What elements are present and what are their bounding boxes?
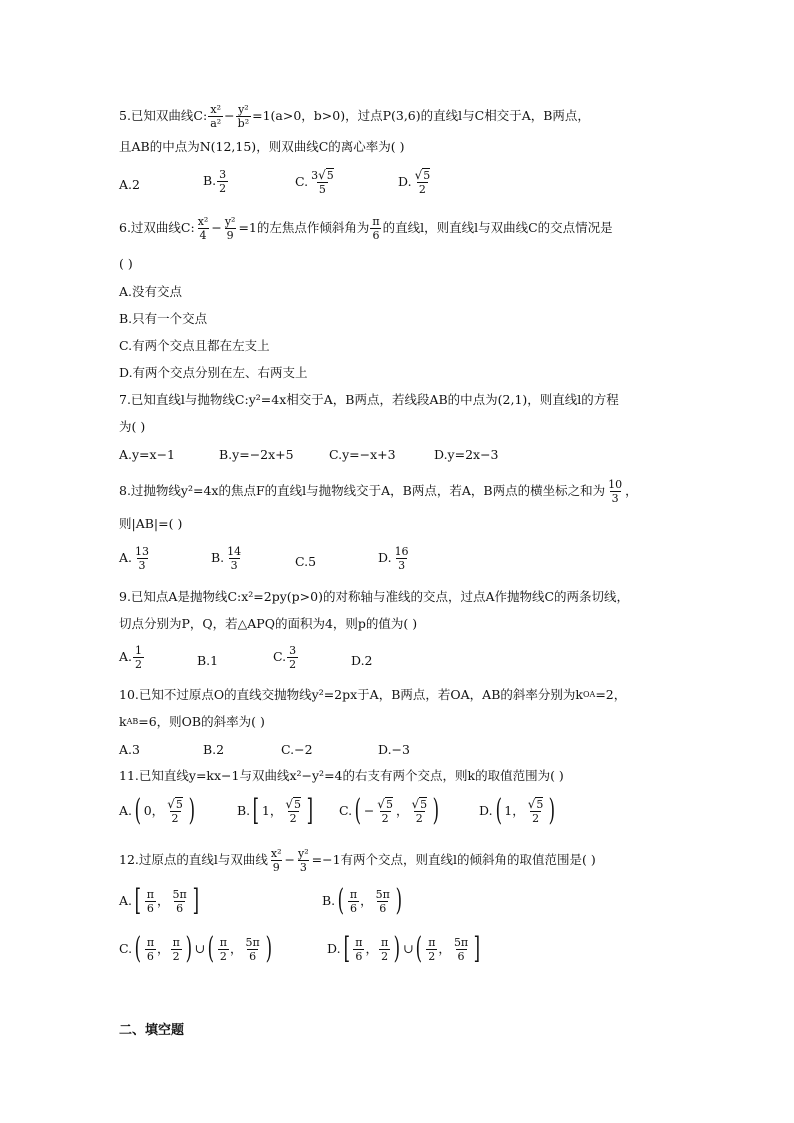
q5-option-c: C. 3√5 5	[295, 168, 334, 196]
q5-suffix: =1(a>0，b>0)，过点P(3,6)的直线l与C相交于A，B两点，	[252, 108, 590, 124]
q7-option-a: A.y=x−1	[119, 447, 176, 462]
q10-option-c: C.−2	[281, 742, 313, 757]
q9-line2: 切点分别为P，Q，若△APQ的面积为4，则p的值为( )	[119, 616, 418, 631]
q11-option-a: A. ( 0， √5 2 )	[119, 793, 195, 828]
q8-option-d: D. 16 3	[378, 545, 409, 572]
q9-option-a: A. 1 2	[119, 644, 143, 671]
q5-line2: 且AB的中点为N(12,15)，则双曲线C的离心率为( )	[119, 139, 405, 154]
q11-option-c: C. ( − $\frac{√5}{2}$ ， √5 2 )	[339, 793, 440, 828]
q7-line1: 7.已知直线l与抛物线C:y²=4x相交于A，B两点，若线段AB的中点为(2,1)，则直线l的方程	[119, 392, 619, 407]
q12-option-c: C. ( π 6 ， π 2 ) ∪ ( π 2 ， 5π 6 )	[119, 931, 272, 966]
q10-line1: 10.已知不过原点O的直线交抛物线y²=2px于A，B两点，若OA，AB的斜率分别为k OA =2，	[119, 687, 627, 702]
q8-option-b: B. 14 3	[211, 545, 242, 572]
q10-option-d: D.−3	[378, 742, 410, 757]
q6-line1: 6.过双曲线C: x² 4 − $\frac{\text{y²}}{9}$ =1的左焦点作倾斜角为 π 6 的直线l，则直线l与双曲线C的交点情况是	[119, 215, 613, 242]
section-heading-fill-in: 二、填空题	[119, 1023, 185, 1038]
q5-frac-y: $\frac{\text{y²}}{\text{b²}}$	[237, 103, 250, 130]
q5-option-a: A.2	[119, 177, 140, 192]
q8-line1: 8.过抛物线y²=4x的焦点F的直线l与抛物线交于A，B两点，若A，B两点的横坐标之和为 10 3 ，	[119, 478, 638, 505]
q5-option-d: D. √5 2	[398, 168, 431, 196]
q9-option-d: D.2	[351, 653, 373, 668]
q7-line2: 为( )	[119, 419, 146, 434]
q12-option-d: D. [ π 6 ， π 2 ) ∪ ( π 2 ， 5π 6 ]	[327, 931, 481, 966]
q8-line2: 则|AB|=( )	[119, 516, 183, 531]
q6-paren: ( )	[119, 256, 133, 271]
q7-option-c: C.y=−x+3	[329, 447, 396, 462]
q11-option-b: B. [ 1， √5 2 ]	[237, 793, 314, 828]
q5-frac-x: x² a²	[210, 103, 222, 130]
q9-line1: 9.已知点A是抛物线C:x²=2py(p>0)的对称轴与准线的交点，过点A作抛物线C的两条切线，	[119, 589, 630, 604]
q9-option-c: C. 3 2	[273, 644, 297, 671]
q11-option-d: D. ( 1， √5 2 )	[479, 793, 556, 828]
q9-option-b: B.1	[197, 653, 219, 668]
q6-option-c: C.有两个交点且都在左支上	[119, 338, 270, 353]
q10-option-a: A.3	[119, 742, 140, 757]
q8-option-a: A. 13 3	[119, 545, 150, 572]
q12-line1: 12.过原点的直线l与双曲线 x² 9 − $\frac{\text{y²}}{3}$ =−1有两个交点，则直线l的倾斜角的取值范围是( )	[119, 847, 596, 874]
q10-option-b: B.2	[203, 742, 225, 757]
q6-option-a: A.没有交点	[119, 284, 183, 299]
q6-option-d: D.有两个交点分别在左、右两支上	[119, 365, 308, 380]
q5-prefix: 5.已知双曲线C:	[119, 108, 208, 124]
q7-option-d: D.y=2x−3	[434, 447, 499, 462]
q10-line2: k AB =6，则OB的斜率为( )	[119, 714, 265, 729]
q12-option-a: A. [ π 6 ， 5π 6 ]	[119, 883, 199, 918]
q11-line1: 11.已知直线y=kx−1与双曲线x²−y²=4的右支有两个交点，则k的取值范围为( )	[119, 768, 564, 783]
q6-option-b: B.只有一个交点	[119, 311, 208, 326]
q7-option-b: B.y=−2x+5	[219, 447, 294, 462]
q5-option-b: B. 3 2	[203, 168, 227, 195]
q12-option-b: B. ( π 6 ， 5π 6 )	[322, 883, 402, 918]
q8-option-c: C.5	[295, 554, 317, 569]
q5-line1: 5.已知双曲线C: x² a² − $\frac{\text{y²}}{\text{b²}}$ =1(a>0，b>0)，过点P(3,6)的直线l与C相交于A，B两点，	[119, 103, 590, 130]
